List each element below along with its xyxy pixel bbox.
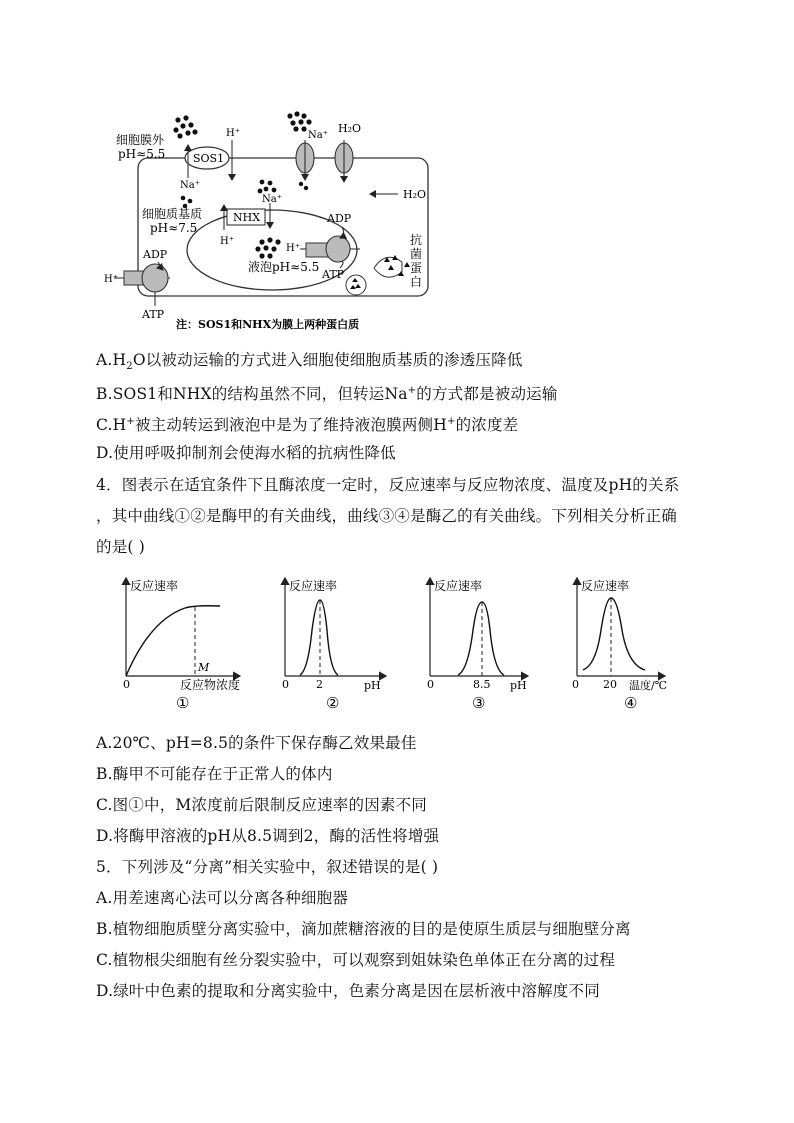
g2-origin: 0	[282, 678, 289, 691]
g2-peak: 2	[316, 678, 323, 691]
g1-origin: 0	[123, 678, 130, 691]
q4-stem-line-1: 4．图表示在适宜条件下且酶浓度一定时，反应速率与反应物浓度、温度及pH的关系	[96, 476, 680, 494]
matrix-ph: pH≈7.5	[150, 221, 198, 235]
vacuole-label: 液泡pH≈5.5	[248, 260, 320, 274]
na-label-1: Na⁺	[180, 180, 200, 191]
na-label-2: Na⁺	[308, 130, 328, 141]
q3-option-b: B.SOS1和NHX的结构虽然不同，但转运Na+的方式都是被动运输	[96, 385, 558, 404]
g2-xlabel: pH	[364, 679, 381, 692]
graph-1	[123, 578, 240, 712]
g2-num: ②	[326, 694, 340, 712]
q3-option-a: $A.H_2O$以被动运输的方式进入细胞使细胞质基质的渗透压降低	[96, 351, 523, 373]
g3-curve	[458, 602, 504, 675]
matrix-label: 细胞质基质	[142, 207, 203, 221]
g3-origin: 0	[427, 678, 434, 691]
vesicle-1	[346, 275, 366, 295]
antibacterial-3: 蛋	[410, 261, 423, 275]
g1-m: M	[198, 661, 210, 674]
graph-3	[427, 578, 528, 712]
g3-peak: 8.5	[473, 678, 491, 691]
g3-xlabel: pH	[510, 679, 527, 692]
atp-label-1: ATP	[322, 268, 345, 281]
q5-stem: 5．下列涉及“分离”相关实验中，叙述错误的是( )	[96, 858, 439, 876]
h-label-3: H⁺	[286, 243, 300, 254]
g4-ylabel: 反应速率	[581, 579, 630, 593]
sos1-label: SOS1	[193, 152, 225, 165]
q3-option-c: C.H+被主动转运到液泡中是为了维持液泡膜两侧H+的浓度差	[96, 416, 519, 435]
g4-num: ④	[624, 694, 638, 712]
g1-xlabel: 反应物浓度	[180, 678, 241, 692]
q4-option-b: B.酶甲不可能存在于正常人的体内	[96, 765, 333, 783]
graph-4	[572, 578, 667, 712]
q4-option-c: C.图①中，M浓度前后限制反应速率的因素不同	[96, 796, 428, 814]
outside-ph: pH≈5.5	[118, 147, 166, 161]
diagram-note: 注：SOS1和NHX为膜上两种蛋白质	[176, 318, 360, 331]
h-label-2: H⁺	[220, 236, 234, 247]
q4-stem-line-2: ，其中曲线①②是酶甲的有关曲线，曲线③④是酶乙的有关曲线。下列相关分析正确	[96, 507, 677, 525]
cell-transport-diagram	[0, 0, 794, 340]
g2-curve	[300, 600, 338, 675]
antibacterial-4: 白	[410, 275, 423, 289]
h2o-label-2: H₂O	[403, 188, 427, 201]
q5-option-d: D.绿叶中色素的提取和分离实验中，色素分离是因在层析液中溶解度不同	[96, 982, 600, 1000]
g4-peak: 20	[603, 678, 617, 691]
vacuole-pump	[326, 236, 350, 262]
q3-option-d: D.使用呼吸抑制剂会使海水稻的抗病性降低	[96, 444, 396, 462]
q5-option-c: C.植物根尖细胞有丝分裂实验中，可以观察到姐妹染色单体正在分离的过程	[96, 951, 616, 969]
na-dots-outside	[173, 115, 197, 138]
antibacterial-1: 抗	[410, 233, 423, 247]
adp-label-2: ADP	[143, 248, 168, 261]
g2-ylabel: 反应速率	[289, 579, 338, 593]
g4-xlabel: 温度/℃	[629, 679, 668, 692]
h-label-4: H⁺	[104, 274, 118, 285]
adp-label-1: ADP	[327, 212, 352, 225]
q4-stem-line-3: 的是( )	[96, 538, 146, 556]
h2o-label-1: H₂O	[338, 122, 362, 135]
q5-option-b: B.植物细胞质壁分离实验中，滴加蔗糖溶液的目的是使原生质层与细胞壁分离	[96, 920, 631, 938]
membrane-pump	[142, 264, 168, 292]
h-label-1: H⁺	[226, 128, 240, 139]
g4-curve	[583, 598, 645, 670]
g1-ylabel: 反应速率	[130, 579, 179, 593]
g4-origin: 0	[572, 678, 579, 691]
na-label-3: Na⁺	[262, 194, 282, 205]
q4-option-d: D.将酶甲溶液的pH从8.5调到2，酶的活性将增强	[96, 827, 440, 845]
g3-ylabel: 反应速率	[434, 579, 483, 593]
q4-option-a: A.20℃、pH=8.5的条件下保存酶乙效果最佳	[96, 734, 417, 752]
atp-label-2: ATP	[142, 308, 165, 321]
g1-num: ①	[176, 694, 190, 712]
g3-num: ③	[472, 694, 486, 712]
graph-2	[282, 578, 386, 712]
q5-option-a: A.用差速离心法可以分离各种细胞器	[96, 889, 349, 907]
antibacterial-2: 菌	[410, 247, 423, 261]
outside-label: 细胞膜外	[116, 133, 165, 147]
nhx-label: NHX	[233, 211, 261, 224]
enzyme-graphs	[0, 570, 794, 720]
